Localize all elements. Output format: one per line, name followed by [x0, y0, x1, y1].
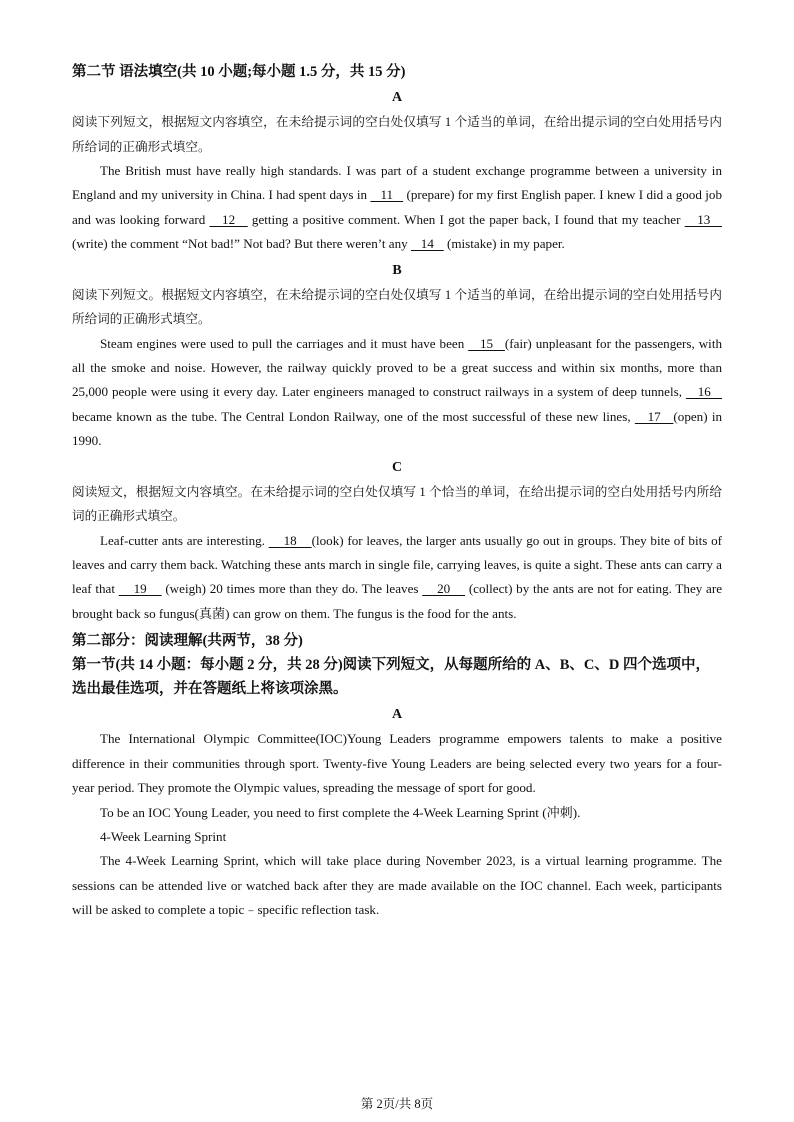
passage-text: getting a positive comment. When I got the paper back, I found that my teacher: [247, 211, 685, 227]
section-heading: 第二节 语法填空(共 10 小题;每小题 1.5 分，共 15 分): [72, 64, 406, 80]
instruction-c: 阅读短文，根据短文内容填空。在未给提示词的空白处仅填写 1 个恰当的单词，在给出提示词的空白处用括号内所给词的正确形式填空。: [72, 484, 722, 524]
passage-a: [72, 159, 722, 257]
blank-15[interactable]: 15: [468, 335, 505, 351]
passage-text: (fair) unpleasant for the passengers, with all the smoke and noise. However, the railway quickly proved to be a great success and within six months, more than 25,000 people were using it every day. Later engineers managed to construct railways in a system of deep tunnels,: [72, 335, 723, 400]
passage-label-c: C: [391, 459, 403, 475]
passage-text: Steam engines were used to pull the carriages and it must have been: [100, 335, 469, 351]
blank-12[interactable]: 12: [209, 211, 248, 227]
passage-text: Leaf-cutter ants are interesting.: [100, 532, 269, 548]
part-heading: 第二部分：阅读理解(共两节，38 分): [72, 633, 303, 650]
section-heading: 第一节(共 14 小题：每小题 2 分，共 28 分)阅读下列短文，从每题所给的 A、B、C、D 四个选项中，选出最佳选项，并在答题纸上将该项涂黑。: [72, 657, 710, 698]
passage-label-b: B: [392, 262, 402, 278]
instruction-a: 阅读下列短文，根据短文内容填空，在未给提示词的空白处仅填写 1 个适当的单词，在给出提示词的空白处用括号内所给词的正确形式填空。: [72, 115, 722, 154]
passage-text: became known as the tube. The Central London Railway, one of the most successful of these new lines,: [72, 408, 635, 424]
passage-text: (mistake) in my paper.: [443, 236, 565, 252]
instruction-b: 阅读下列短文。根据短文内容填空，在未给提示词的空白处仅填写 1 个适当的单词，在给出提示词的空白处用括号内所给词的正确形式填空。: [72, 287, 722, 327]
reading-label-a: A: [391, 707, 403, 723]
blank-16[interactable]: 16: [685, 384, 723, 400]
passage-text: (open) in 1990.: [72, 408, 723, 449]
reading-subtitle: 4-Week Learning Sprint: [100, 828, 227, 844]
passage-c: [72, 529, 722, 627]
passage-text: (weigh) 20 times more than they do. The leaves: [161, 581, 423, 597]
page-number: 第 2页/共 8页: [360, 1097, 434, 1111]
passage-text: (collect) by the ants are not for eating. They are brought back so fungus(真菌) can grow on them. The fungus is the food for the ants.: [72, 581, 723, 621]
reading-paragraph: The 4-Week Learning Sprint, which will take place during November 2023, is a virtual learning programme. The sessions can be attended live or watched back after they are made available on the IOC channel. Each week, participants will be asked to complete a topic﹣specific reflection task.: [72, 853, 722, 918]
blank-11[interactable]: 11: [370, 187, 404, 203]
passage-text: (look) for leaves, the larger ants usually go out in groups. They bite of bits of leaves and carry them back. Watching these ants march in single file, carrying leaves, is quite a sight. These ants can carry a leaf that: [72, 532, 722, 597]
passage-text: The British must have really high standards. I was part of a student exchange programme between a university in England and my university in China. I had spent days in: [72, 163, 722, 203]
reading-paragraph: The International Olympic Committee(IOC)Young Leaders programme empowers talents to make a positive difference in their communities through sport. Twenty-five Young Leaders are being selected every two years for a four-year period. They promote the Olympic values, spreading the message of sport for good.: [72, 731, 722, 796]
blank-14[interactable]: 14: [410, 236, 444, 252]
passage-label-a: A: [391, 90, 403, 105]
exam-page: [72, 60, 722, 923]
blank-20[interactable]: 20: [422, 581, 466, 597]
blank-17[interactable]: 17: [634, 408, 674, 424]
passage-text: (prepare) for my first English paper. I knew I did a good job and was looking forward: [72, 187, 722, 227]
passage-text: (write) the comment “Not bad!” Not bad? But there weren’t any: [72, 236, 411, 252]
reading-paragraph: To be an IOC Young Leader, you need to first complete the 4-Week Learning Sprint (冲刺).: [100, 804, 581, 820]
passage-b: [72, 332, 722, 454]
blank-13[interactable]: 13: [684, 211, 723, 227]
blank-18[interactable]: 18: [268, 532, 312, 548]
blank-19[interactable]: 19: [118, 581, 162, 597]
